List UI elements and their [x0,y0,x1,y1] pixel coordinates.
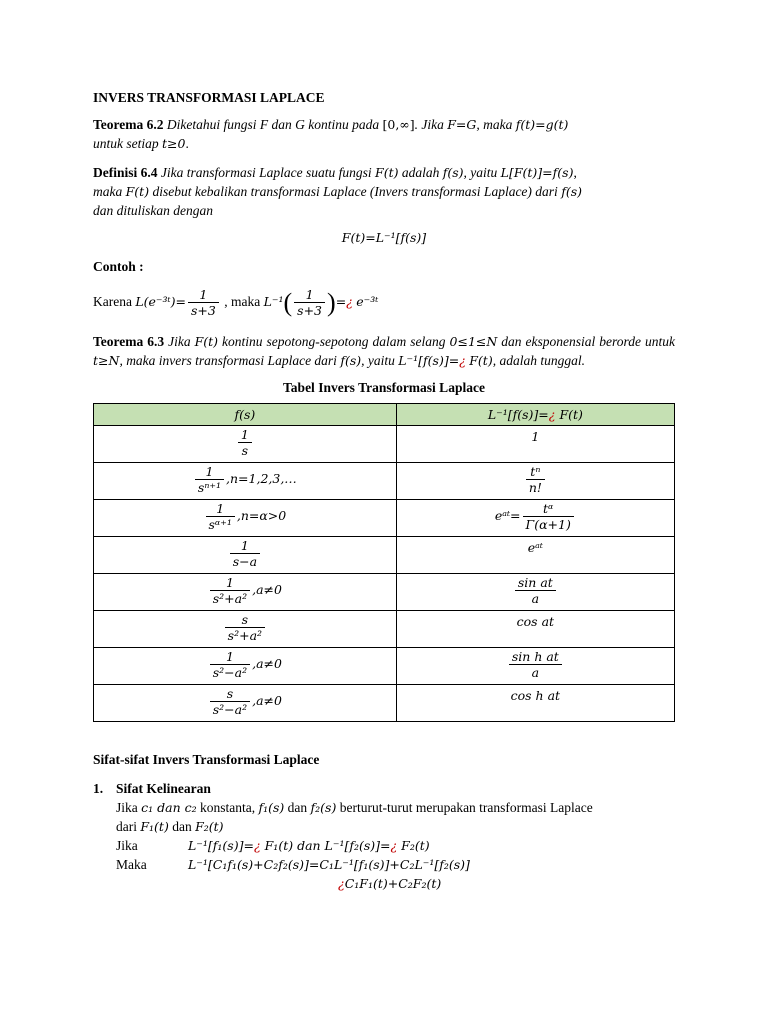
contoh-fraction [188,287,219,318]
table-cell-fs [94,537,397,574]
table-cell-fs [94,611,397,648]
table-cell-Ft-fraction [515,575,556,606]
table-cell-fs-fraction [206,501,235,532]
page-title: INVERS TRANSFORMASI LAPLACE [93,90,325,105]
sifat-jika-q2: ¿ [390,838,398,853]
definisi-6-4-eq1: F(t) [375,165,399,180]
table-cell-fs-condition: ,a≠0 [252,582,282,597]
definisi-6-4-text3: , yaitu [463,165,501,180]
table-cell-fs-fraction [210,575,250,606]
sifat-item-title: Sifat Kelinearan [116,781,211,796]
definisi-6-4-eq5: f(s) [561,184,582,199]
table-header-left: f(s) [94,404,397,426]
table-cell-Ft [396,426,674,463]
teorema-6-3-label: Teorema 6.3 [93,334,165,349]
table-cell-Ft-text: eᵃᵗ= [494,508,521,523]
sifat-item-1 [93,779,675,798]
teorema-6-2-text2: . Jika [414,117,448,132]
definisi-6-4-text5: maka [93,184,126,199]
contoh-num: 1 [199,287,208,303]
table-row [94,574,675,611]
table-cell-Ft-text: cos h at [510,688,561,703]
table-cell-fs-den: s [238,442,252,458]
table-cell-fs-condition: ,n=α>0 [236,508,287,523]
teorema-6-2-text1: Diketahui fungsi F dan G kontinu pada [166,117,383,132]
table-cell-Ft [396,648,674,685]
teorema-6-2-label: Teorema 6.2 [93,117,164,132]
table-cell-Ft-den: Γ(α+1) [523,516,574,532]
table-caption: Tabel Invers Transformasi Laplace [283,380,485,395]
teorema-6-2-eq3: t≥0 [162,136,186,151]
table-row [94,500,675,537]
table-cell-fs-fraction [210,686,250,717]
teorema-6-3-eq3: t≥N [93,353,120,368]
laplace-table [93,403,675,722]
definisi-6-4-eq4: F(t) [125,184,150,199]
table-cell-Ft-text: eᵃᵗ [527,540,543,555]
sifat-jika-c: F₂(t) [397,838,430,853]
teorema-6-3-eq2: 0≤1≤N [449,334,498,349]
sifat-line1-eq2: f₁(s) [258,800,285,815]
table-cell-fs-den: sᵅ⁺¹ [206,516,235,532]
table-row [94,426,675,463]
contoh-den2: s+3 [294,302,325,318]
sifat-jika-q1: ¿ [253,838,261,853]
definisi-6-4-text7: dan dituliskan dengan [93,203,213,218]
table-cell-Ft-text: cos at [516,614,555,629]
teorema-6-3-text5: , yaitu [361,353,399,368]
table-cell-fs [94,500,397,537]
table-cell-Ft-den: n! [526,479,545,495]
sifat-line1-eq3: f₂(s) [310,800,337,815]
teorema-6-2-text3: , maka [476,117,516,132]
sifat-line1-eq1: c₁ dan c₂ [141,800,197,815]
table-cell-Ft-num: sin at [517,575,553,590]
sifat-jika-a: L⁻¹[f₁(s)]= [188,838,254,853]
contoh-heading: Contoh : [93,259,144,274]
table-cell-Ft-den: a [515,590,556,606]
teorema-6-2 [93,115,675,153]
table-cell-Ft [396,463,674,500]
sifat-item-body [116,798,675,893]
table-header-row [94,404,675,426]
sifat-line1-c: dan [284,800,311,815]
sifat-line2-b: dan [168,819,196,834]
table-row [94,611,675,648]
table-row [94,648,675,685]
contoh-eq: = [335,294,347,309]
contoh-den: s+3 [188,302,219,318]
sifat-line2-eq2: F₂(t) [195,819,224,834]
teorema-6-2-eq2: f(t)=g(t) [515,117,569,132]
table-header-right-a: L⁻¹[f(s)]= [487,407,549,422]
definisi-6-4-text2: adalah [398,165,443,180]
sifat-jika-b: F₁(t) dan L⁻¹[f₂(s)]= [260,838,391,853]
table-cell-Ft-text: 1 [531,429,540,444]
document-page [93,86,675,893]
contoh-lparen: ( [283,287,293,317]
teorema-6-3-eq6: F(t) [469,353,493,368]
contoh-example [93,282,675,322]
table-cell-Ft [396,537,674,574]
teorema-6-2-text4: untuk setiap [93,136,162,151]
table-cell-fs-den: s²+a² [210,590,250,606]
teorema-6-3-text6: , adalah tunggal. [492,353,585,368]
table-cell-fs-fraction [195,464,224,495]
table-cell-fs-num: 1 [240,538,249,553]
table-cell-Ft-fraction [509,649,562,680]
teorema-6-2-text5: . [185,136,189,151]
table-cell-fs-fraction [210,649,250,680]
sifat-jika-row [116,836,675,855]
table-cell-Ft [396,574,674,611]
table-cell-fs-den: sⁿ⁺¹ [195,479,224,495]
definisi-6-4-formula: F(t)=L⁻¹[f(s)] [341,230,427,245]
table-cell-Ft-num: sin h at [511,649,559,664]
definisi-6-4-text4: , [573,165,577,180]
teorema-6-3-eq5: L⁻¹[f(s)]= [398,353,460,368]
table-cell-Ft-num: tⁿ [530,464,541,479]
table-cell-Ft-fraction [526,464,545,495]
sifat-maka-label: Maka [116,857,147,872]
definisi-6-4-eq3: L[F(t)]=f(s) [500,165,574,180]
table-cell-fs-condition: ,n=1,2,3,… [226,471,297,486]
table-cell-fs-fraction [230,538,260,569]
table-cell-fs-fraction [238,427,252,458]
table-cell-Ft-fraction [523,501,574,532]
definisi-6-4-text1: Jika transformasi Laplace suatu fungsi [160,165,376,180]
table-cell-Ft [396,685,674,722]
sifat-maka-eq: L⁻¹[C₁f₁(s)+C₂f₂(s)]=C₁L⁻¹[f₁(s)]+C₂L⁻¹[f₂(s)] [188,857,470,872]
teorema-6-2-eq1: F=G [447,117,477,132]
table-cell-fs [94,426,397,463]
sifat-line-1 [116,798,675,817]
table-cell-fs-den: s²+a² [225,627,265,643]
table-cell-fs-num: s [226,686,234,701]
teorema-6-3-q: ¿ [459,353,466,368]
sifat-line-2 [116,817,675,836]
table-body [94,426,675,722]
contoh-fraction-2 [294,287,325,318]
contoh-maka: , maka [224,294,261,309]
teorema-6-3-eq4: f(s) [340,353,362,368]
table-cell-fs-den: s−a [230,553,260,569]
table-header-right-b: F(t) [559,407,583,422]
teorema-6-3-text4: , maka invers transformasi Laplace dari [119,353,341,368]
table-cell-fs-num: 1 [205,464,214,479]
definisi-6-4-eq2: f(s) [442,165,464,180]
table-cell-fs-condition: ,a≠0 [252,693,282,708]
sifat-item-number: 1. [93,781,104,796]
sifat-title: Sifat-sifat Invers Transformasi Laplace [93,752,320,767]
teorema-6-2-interval: [0,∞] [382,117,415,132]
table-cell-fs [94,574,397,611]
sifat-maka-row-2 [338,874,675,893]
table-cell-Ft-num: tᵅ [543,501,554,516]
sifat-maka-q: ¿ [338,876,345,891]
table-cell-fs-num: 1 [225,649,234,664]
table-cell-fs-fraction [225,612,265,643]
contoh-inv: L⁻¹ [263,294,284,309]
sifat-line2-eq1: F₁(t) [140,819,169,834]
sifat-line2-a: dari [116,819,141,834]
teorema-6-3-text1: Jika [168,334,195,349]
table-cell-Ft [396,611,674,648]
contoh-rhs: e⁻³ᵗ [356,294,379,309]
sifat-line1-a: Jika [116,800,142,815]
table-cell-Ft-den: a [509,664,562,680]
contoh-num2: 1 [305,287,314,303]
table-cell-fs-num: 1 [240,427,249,442]
teorema-6-3-eq1: F(t) [194,334,219,349]
contoh-rparen: ) [327,287,336,317]
contoh-lhs: L(e⁻³ᵗ)= [135,294,186,309]
definisi-6-4-text6: disebut kebalikan transformasi Laplace (Invers transformasi Laplace) dari [149,184,562,199]
table-cell-fs-num: 1 [225,575,234,590]
table-row [94,537,675,574]
sifat-maka-eq2: C₁F₁(t)+C₂F₂(t) [344,876,442,891]
table-cell-fs [94,648,397,685]
contoh-label [93,257,675,276]
table-cell-fs-condition: ,a≠0 [252,656,282,671]
table-header-q: ¿ [548,407,556,422]
table-cell-fs [94,463,397,500]
table-header-right [396,404,674,426]
contoh-karena: Karena [93,294,132,309]
table-cell-fs-den: s²−a² [210,664,250,680]
table-cell-Ft [396,500,674,537]
definisi-6-4-label: Definisi 6.4 [93,165,158,180]
sifat-line1-d: berturut-turut merupakan transformasi Laplace [336,800,593,815]
contoh-q: ¿ [346,294,353,309]
table-cell-fs [94,685,397,722]
sifat-maka-row [116,855,675,874]
teorema-6-3-text3: dan eksponensial berorde untuk [497,334,676,349]
sifat-jika-label: Jika [116,838,138,853]
sifat-jika-eq [188,836,430,855]
table-row [94,685,675,722]
table-row [94,463,675,500]
teorema-6-3 [93,332,675,370]
teorema-6-3-text2: kontinu sepotong-sepotong dalam selang [218,334,450,349]
sifat-line1-b: konstanta, [196,800,259,815]
table-cell-fs-num: 1 [216,501,225,516]
table-cell-fs-num: s [241,612,249,627]
definisi-6-4 [93,163,675,220]
table-cell-fs-den: s²−a² [210,701,250,717]
